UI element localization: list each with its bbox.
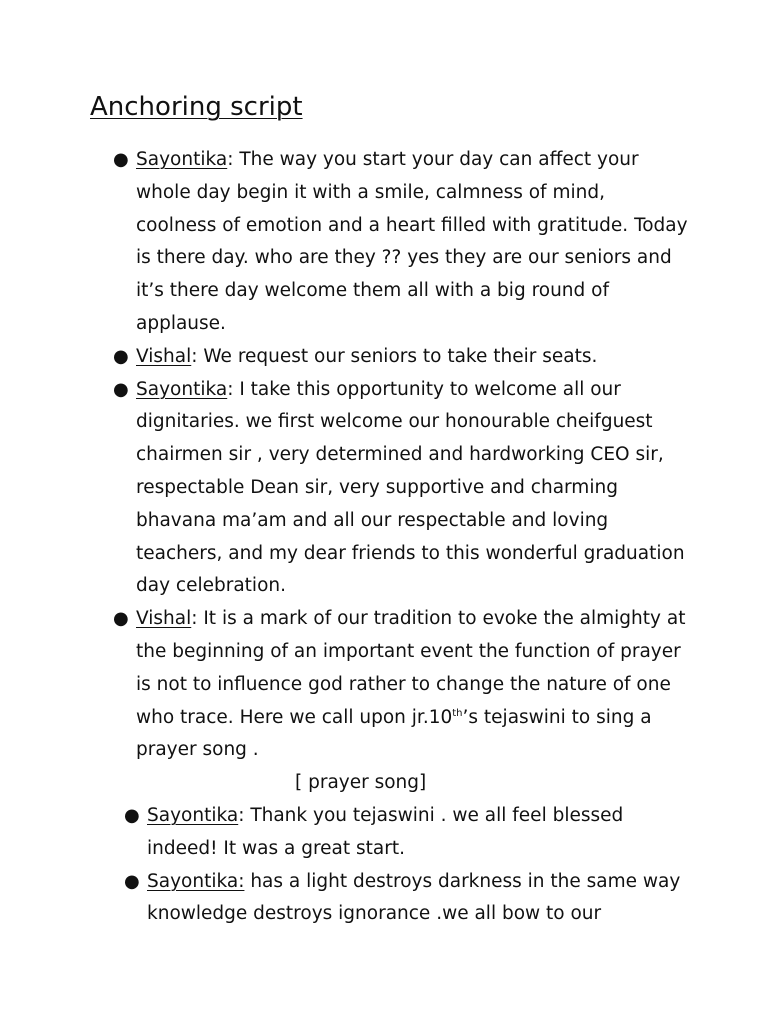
- list-item: [0, 144, 768, 341]
- speaker-separator: :: [227, 378, 234, 400]
- speaker-separator: :: [227, 149, 234, 170]
- document-title: Anchoring script: [90, 92, 303, 122]
- speaker-name: Vishal: [136, 608, 192, 630]
- bullet-icon: ●: [124, 870, 140, 892]
- speaker-separator: :: [191, 608, 198, 630]
- entry-text-continued: ’s tejaswini to sing a prayer song .: [136, 706, 652, 761]
- speaker-name: Vishal: [136, 345, 192, 367]
- entry-text: It is a mark of our tradition to evoke the almighty at the beginning of an important event the function of prayer is not to influence god rather to change the nature of one who trace. Here we call upon jr.10: [136, 608, 686, 728]
- speaker-name: Sayontika: [136, 149, 228, 170]
- bullet-icon: ●: [113, 345, 129, 367]
- speaker-name: Sayontika: [136, 378, 228, 400]
- ordinal-superscript: th: [452, 707, 463, 719]
- list-item: [0, 341, 768, 374]
- speaker-name: Sayontika:: [147, 870, 245, 892]
- entry-text: The way you start your day can affect your whole day begin it with a smile, calmness of mind, coolness of emotion and a heart filled with gratitude. Today is there day. who are they ?? yes they are our seniors and it’s there day welcome them all with a big round of applause.: [136, 149, 688, 334]
- speaker-separator: :: [238, 804, 245, 826]
- entry-text: has a light destroys darkness in the same way knowledge destroys ignorance .we all bow to our: [147, 870, 681, 925]
- entry-text: I take this opportunity to welcome all our dignitaries. we first welcome our honourable cheifguest chairmen sir , very determined and hardworking CEO sir, respectable Dean sir, very supportive and charming bhavana ma’am and all our respectable and loving teachers, and my dear friends to this wonderful graduation day celebration.: [136, 378, 685, 597]
- entry-text: Thank you tejaswini . we all feel blessed indeed! It was a great start.: [147, 804, 624, 859]
- list-item: [0, 800, 768, 866]
- bullet-icon: ●: [113, 378, 129, 400]
- list-item: [0, 374, 768, 604]
- entry-text: We request our seniors to take their seats.: [197, 345, 598, 367]
- stage-direction: [ prayer song]: [295, 772, 427, 794]
- bullet-icon: ●: [124, 804, 140, 826]
- bullet-icon: ●: [113, 608, 129, 630]
- list-item: [0, 866, 768, 932]
- bullet-icon: ●: [113, 149, 129, 170]
- speaker-separator: :: [191, 345, 198, 367]
- script-entries: [0, 144, 768, 931]
- speaker-name: Sayontika: [147, 804, 239, 826]
- list-item: [0, 603, 768, 767]
